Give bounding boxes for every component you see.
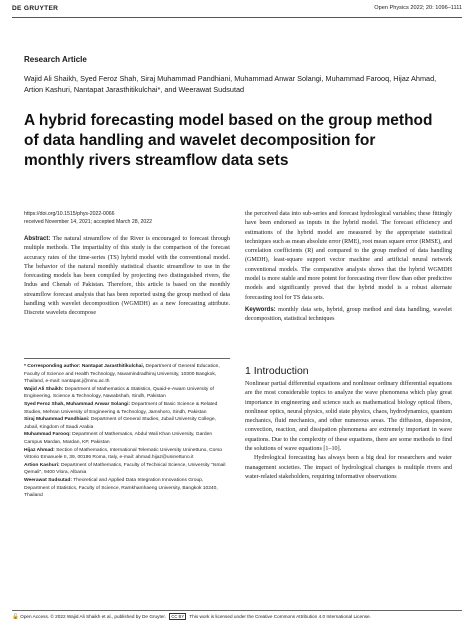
affiliation-note [24,447,230,462]
note-text: Department of General Education, Faculty of Science and Health Technology, Navamindradhiraj University, 10300 Bangkok, Thailand, e-mail: nantapat.j@nmu.ac.th [24,364,220,385]
cc-by-license-badge[interactable]: CC BY [171,614,185,620]
affiliation-note [24,477,230,500]
note-text: Theoretical and Applied Data Integration Innovations Group, Department of Statistics, Faculty of Science, Ramkhamhaeng University, Bangkok 10240, Thailand [24,477,218,499]
abstract-paragraph [24,235,230,319]
abstract-right-column [245,210,452,325]
affiliation-note [24,416,230,431]
affiliation-notes [24,363,230,500]
open-access-label: Open Access. [20,614,50,619]
affiliation-note [24,363,230,386]
keywords-paragraph [245,306,452,325]
copyright-text: © 2022 Wajid Ali Shaikh et al., published by De Gruyter. [50,614,166,619]
abstract-text-right: the perceived data into sub-series and forecast hydrological variables; these fittingly have been endorsed as inputs in the hybrid model. The forecast efficiency and estimations of the hybrid model are measured by the appropriate statistical techniques such as mean absolute error (RME), root mean square error (RMSE), and correlation coefficients (R) and compared to the group method of data handling (GMDH), least-square support vector machine and artificial neural network conventional models. The comparative analysis shows that the hybrid WGMDH model is more stable and more potent for forecasting river flow than other predictive models and significantly proved that the hybrid model is a robust alternate forecasting tool for TS data sets. [245,211,452,301]
section-heading-introduction: 1 Introduction [245,365,309,377]
note-label: Artion Kashuri: [24,462,60,468]
doi-block [24,210,152,226]
intro-paragraph-1: Nonlinear partial differential equations and nonlinear ordinary differential equations are the most considerable topics to analyze the wave phenomena which play great importance in engineering and science such as mathematical biology optical fibers, nonlinear optics, neural physics, solid state physics, chaos, hydrodynamics, quantum mechanics, fluid mechanics, and other numerous areas. The diffusion, dispersion, convection, reaction, and dissipation phenomena are extremely important in wave equations. Due to the complexity of these equations, there are some methods to find the solutions of wave equations [1–10]. [245,381,452,453]
note-label: Siraj Muhammad Pandhiani: [24,417,90,423]
abstract-left-column [24,235,230,319]
header-rule [12,17,462,18]
open-access-icon: 🔓 [12,614,19,620]
note-label: Wajid Ali Shaikh: [24,386,64,392]
note-label: Weerawat Sudsutad: [24,477,73,483]
author-list: Wajid Ali Shaikh, Syed Feroz Shah, Siraj Muhammad Pandhiani, Muhammad Anwar Solangi, Muhammad Farooq, Hijaz Ahmad, Artion Kashuri, Nantapat Jarasthitikulchai*, and Weerawat Sudsutad [24,74,437,94]
note-text: Department of Mathematics, Abdul Wali Khan University, Garden Campus Mardan, Mardan, KP, Pakistan [24,432,213,445]
affiliation-note [24,401,230,416]
footer-rule [12,610,462,611]
received-accepted-dates: received November 14, 2021; accepted March 28, 2022 [24,219,153,225]
keywords-text: monthly data sets, hybrid, group method and data handling, wavelet decomposition, statistical techniques [245,306,452,323]
affiliation-note [24,462,230,477]
doi-link[interactable]: https://doi.org/10.1515/phys-2022-0066 [24,211,115,217]
note-label: Syed Feroz Shah, Muhammad Anwar Solangi: [24,401,131,407]
journal-citation: Open Physics 2022; 20: 1096–1111 [374,5,462,11]
abstract-text-left: The natural streamflow of the River is encouraged to forecast through multiple methods. The impartiality of this study is the comparison of the forecast accuracy rates of the time-series (TS) hybrid model with the conventional model. The behavior of the natural monthly statistical chaotic streamflow to use in the forecasting models has been compiled by projecting two distinguished rivers, the Indus and Chenab of Pakistan. Therefore, this article is based on the monthly streamflow forecast analysis that has been reported using the group method of data handling with wavelet decomposition (WGMDH) as a new forecasting attribute. Discrete wavelets decompose [24,236,230,317]
note-text: Department of Mathematics, Faculty of Technical Science, University "Ismail Qemali", 9400 Vlora, Albania [24,462,226,476]
affiliation-note [24,386,230,401]
intro-paragraph-2: Hydrological forecasting has always been a big deal for researchers and water management societies. The impact of hydrological changes is multiple rivers and water-related stakeholders, requiring informative observations [245,455,452,480]
keywords-label: Keywords: [245,306,276,313]
note-text: Department of Mathematics & Statistics, Quaid-e-Awam University of Engineering, Science & Technology, Nawabshah, Sindh, Pakistan [24,386,214,400]
note-text: Department of General Studies, Jubail University College, Jubail, Kingdom of Saudi Arabia [24,417,216,430]
note-text: Section of Mathematics, International Telematic University Uninettuno, Corso Vittorio Emanuele II, 39, 00186 Roma, Italy, e-mail: ahmad.hijaz@uninettuno.it [24,447,223,461]
note-text: Department of Basic Science & Related Studies, Mehran University of Engineering & Technology, Jamshoro, Sindh, Pakistan [24,401,218,415]
note-label: * Corresponding author: Nantapat Jarasthitikulchai, [24,364,145,369]
publisher-name: DE GRUYTER [12,5,59,12]
introduction-body [245,380,452,482]
footnote-rule [24,358,230,359]
license-footer [12,613,462,621]
article-title: A hybrid forecasting model based on the group method of data handling and wavelet decomposition for monthly rivers streamflow data sets [24,112,433,169]
abstract-label: Abstract: [24,236,51,242]
affiliation-note [24,431,230,446]
article-type: Research Article [24,55,87,64]
note-label: Hijaz Ahmad: [24,447,55,453]
license-text: This work is licensed under the Creative Commons Attribution 4.0 International License. [189,614,371,619]
note-label: Muhammad Farooq: [24,432,71,438]
